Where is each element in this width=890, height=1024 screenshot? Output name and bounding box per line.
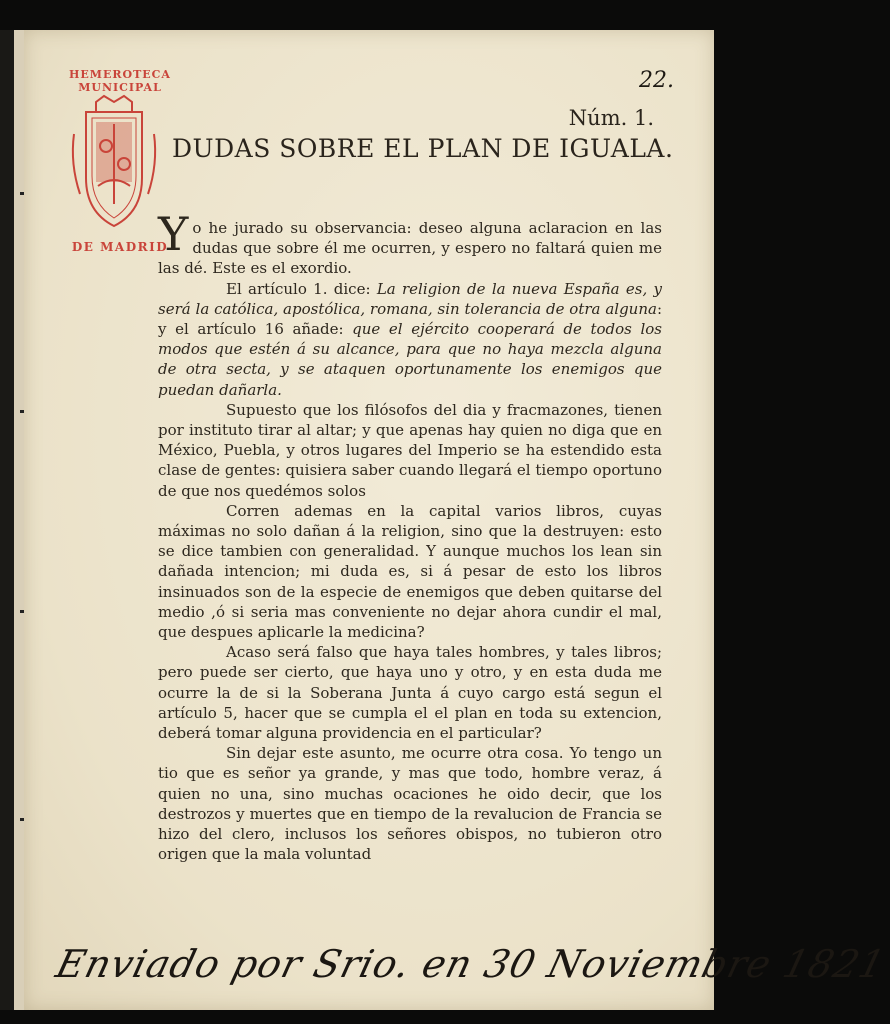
stamp-footer: DE MADRID (71, 240, 169, 254)
scan-edge (0, 30, 14, 1010)
paragraph-2 (158, 279, 662, 400)
coat-of-arms-icon (66, 94, 162, 234)
issue-number: Núm. 1. (568, 106, 654, 130)
document-page (24, 30, 890, 1010)
paragraph-3: Supuesto que los filósofos del dia y fracmazones, tienen por instituto tirar al altar; y que apenas hay quien no diga que en México, Puebla, y otros lugares del Imperio se ha estendido esta clase de gentes: quisiera saber cuando llegará el tiempo oportuno de que nos quedémos solos (158, 400, 662, 500)
body-text (158, 207, 662, 865)
paragraph-text: El artículo 1. dice: (226, 279, 377, 298)
paragraph-6: Sin dejar este asunto, me ocurre otra cosa. Yo tengo un tio que es señor ya grande, y mas que todo, hombre veraz, á quien no una, sino muchas ocaciones he oido decir, que los destrozos y muertes que en tiempo de la revalucion de Francia se hizo del clero, inclusos los señores obispos, no tubieron otro origen que la mala voluntad (158, 744, 662, 864)
handwritten-note: Enviado por Srio. en 30 Noviembre 1821 (51, 942, 890, 986)
stamp-line-2: MUNICIPAL (78, 81, 162, 94)
quoted-article-1: La religion de la nueva España es, y será la católica, apostólica, romana, sin tolerancia de otra alguna (158, 279, 662, 318)
quoted-article-16: que el ejército cooperará de todos los modos que estén á su alcance, para que no haya mezcla alguna de otra secta, y se ataquen oportunamente los enemigos que puedan dañarla. (158, 320, 662, 399)
paragraph-5: Acaso será falso que haya tales hombres, y tales libros; pero puede ser cierto, que haya uno y otro, y en esta duda me ocurre la de si la Soberana Junta á cuyo cargo está segun el artículo 5, hacer que se cumpla el el plan en toda su extencion, deberá tomar alguna providencia en el particular? (158, 643, 662, 743)
document-title: DUDAS SOBRE EL PLAN DE IGUALA. (172, 134, 674, 163)
folio-number: 22. (639, 68, 674, 93)
paragraph-text: o he jurado su observancia: deseo alguna aclaracion en las dudas que sobre él me ocurren, y espero no faltará quien me las dé. Este es el exordio. (158, 219, 662, 278)
paragraph-text: : y el artículo 16 añade: (158, 299, 662, 339)
paragraph-4: Corren ademas en la capital varios libros, cuyas máximas no solo dañan á la religion, sino que la destruyen: esto se dice tambien con generalidad. Y aunque muchos los lean sin dañada intencion; mi duda es, si á pesar de esto los libros insinuados son de la especie de enemigos que deben quitarse del medio ,ó si seria mas conveniente no dejar ahora cundir el mal, que despues aplicarle la medicina? (158, 501, 662, 642)
stamp-line-1: HEMEROTECA (69, 68, 171, 81)
paragraph-1 (158, 207, 662, 279)
stamp-header (60, 68, 180, 94)
drop-cap: Y (158, 207, 189, 261)
